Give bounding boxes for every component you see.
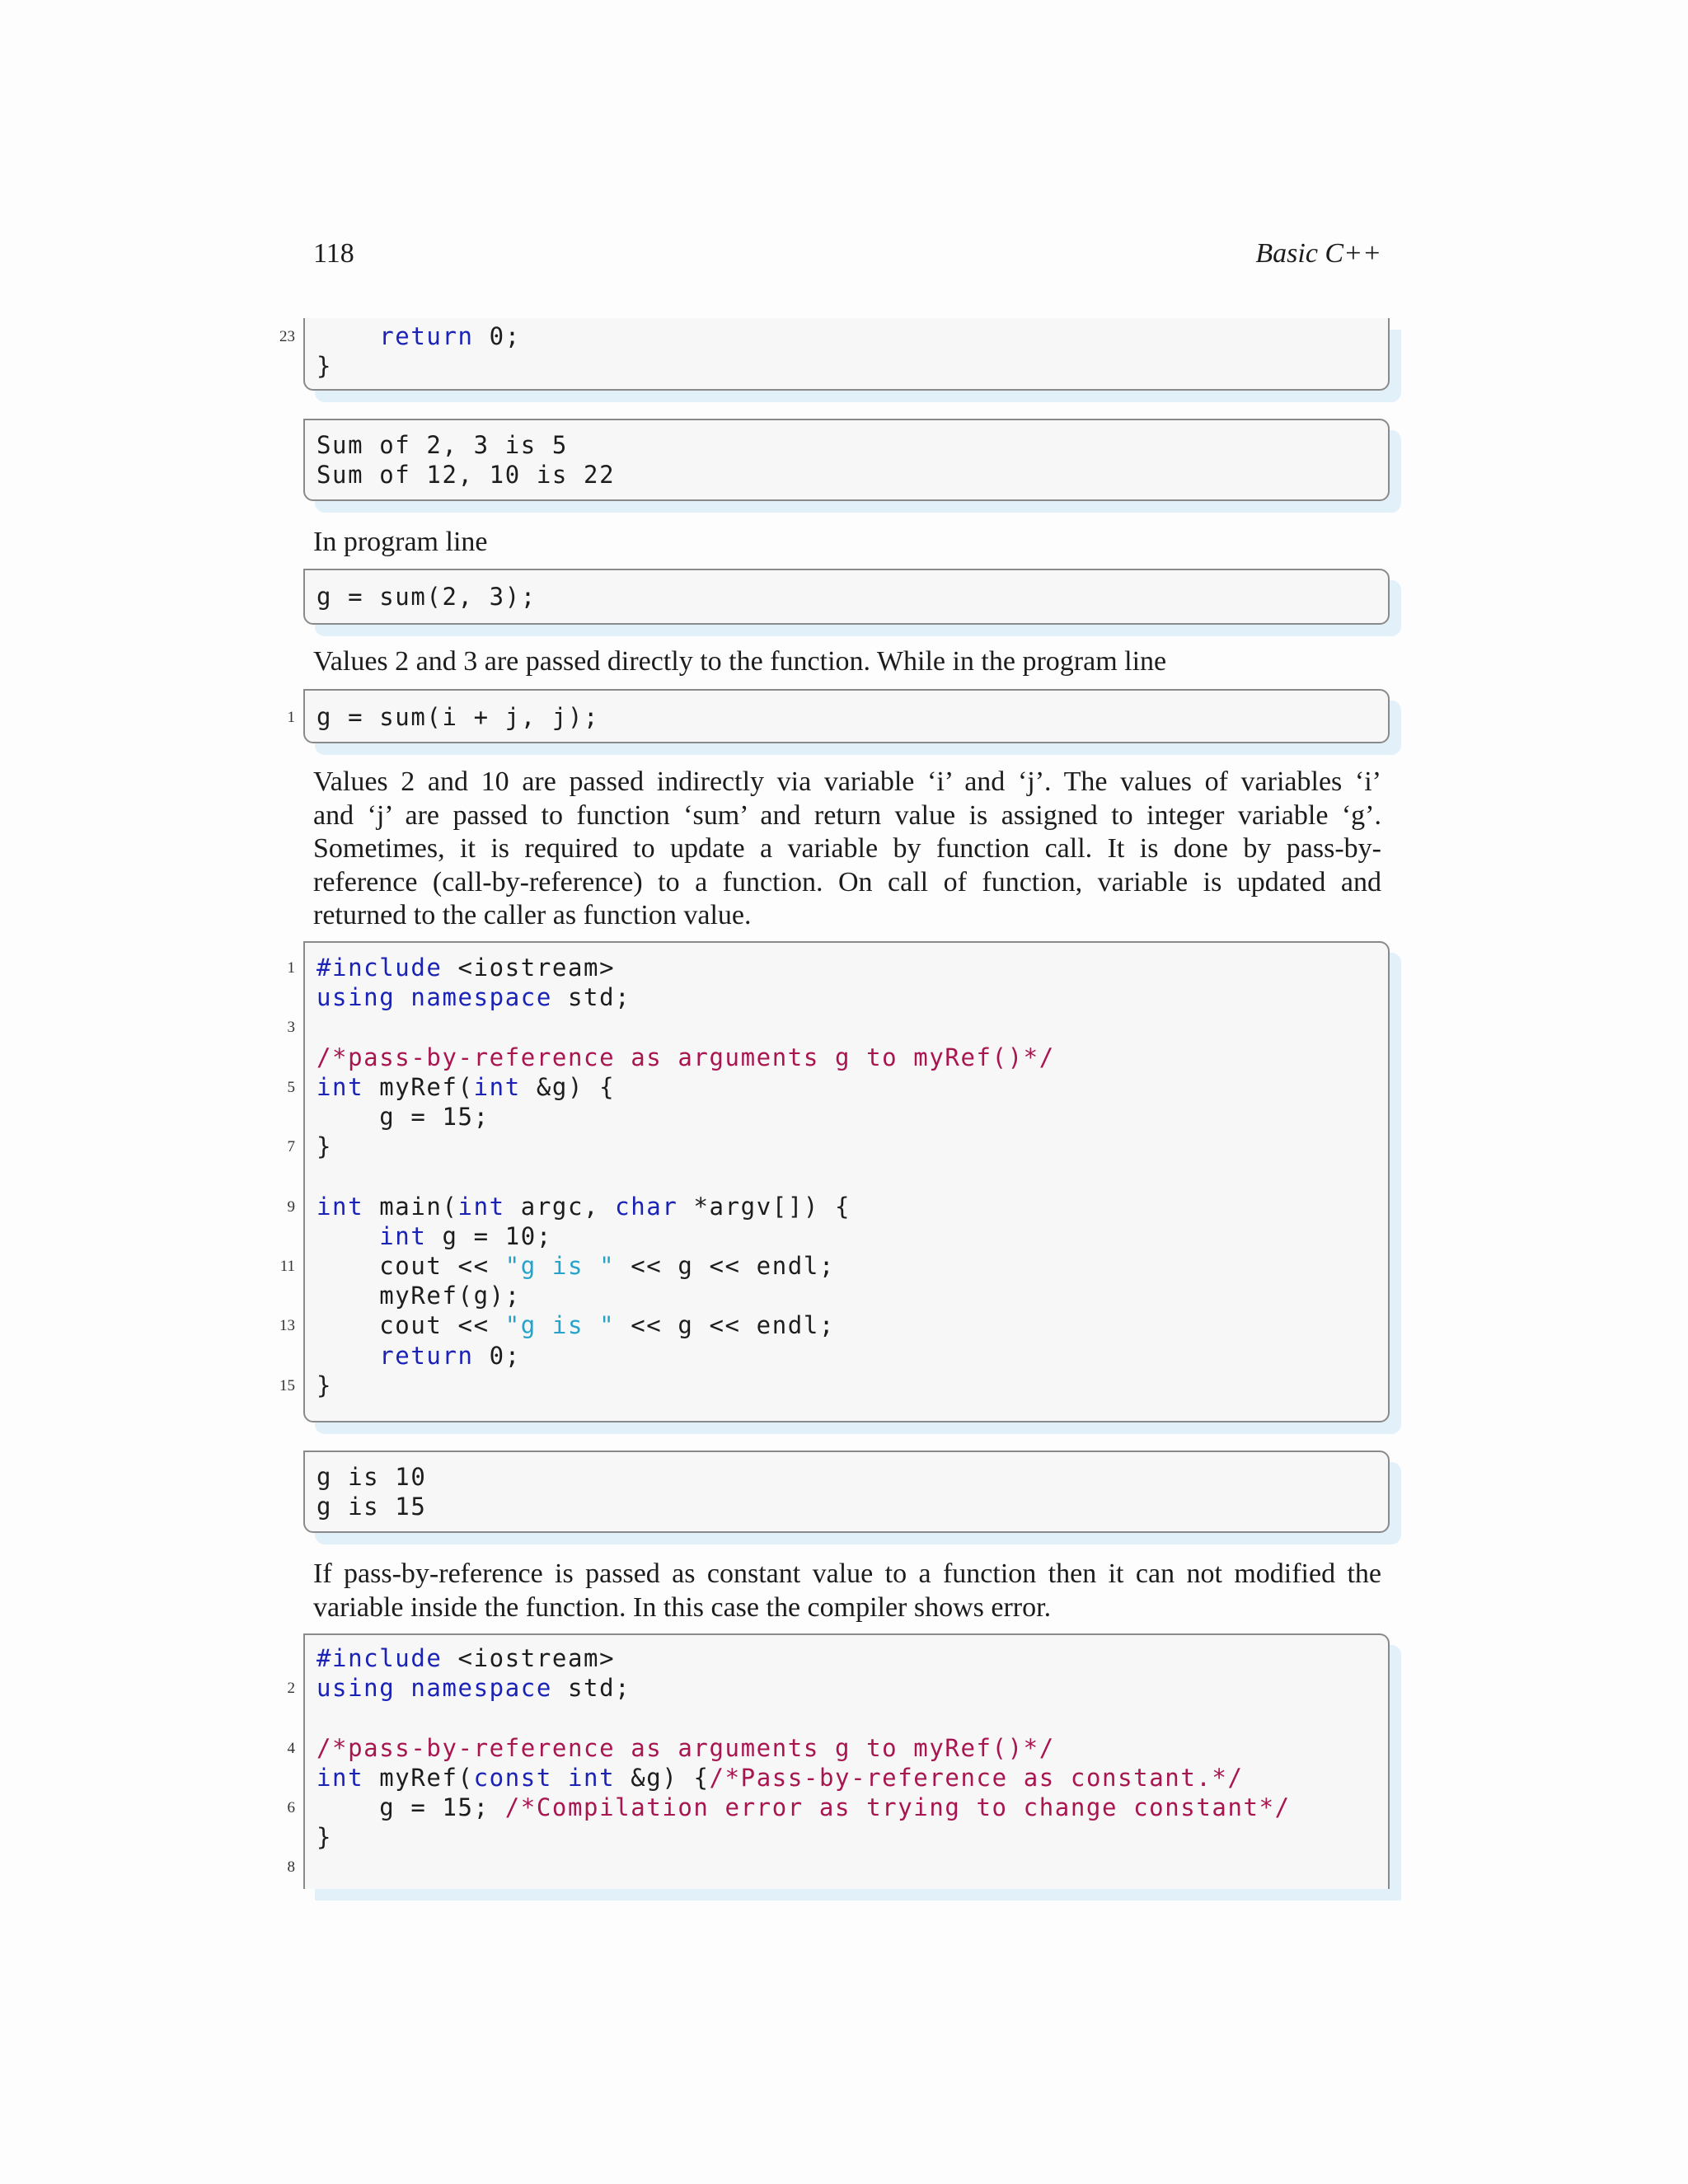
code-text: myRef(: [363, 1072, 474, 1101]
running-title: Basic C++: [1255, 238, 1381, 269]
line-number: 2: [287, 1680, 295, 1698]
code-line: [316, 1673, 631, 1703]
line-number: 13: [279, 1317, 295, 1335]
code-line: [316, 1281, 521, 1310]
code-line: [316, 1341, 521, 1371]
paragraph-line: If pass-by-reference is passed as constant value to a function then it can not modified the: [313, 1558, 1381, 1589]
code-keyword: int: [316, 1763, 364, 1792]
code-keyword-return: return: [379, 322, 474, 350]
code-keyword: int: [457, 1192, 505, 1221]
code-keyword: namespace: [410, 983, 552, 1012]
paragraph-line: Sometimes, it is required to update a variable by function call. It is done by pass-by-: [313, 833, 1381, 864]
code-line: [316, 1221, 552, 1251]
code-line: g = sum(2, 3);: [316, 583, 537, 611]
code-text: std;: [551, 983, 631, 1012]
code-listing-continued: [279, 318, 1390, 391]
line-number: 8: [287, 1858, 295, 1877]
code-text: myRef(: [363, 1763, 474, 1792]
code-keyword: int: [316, 1072, 364, 1101]
output-line: Sum of 12, 10 is 22: [316, 461, 616, 489]
output-line: g is 10: [316, 1463, 427, 1491]
code-line: [316, 1733, 1055, 1763]
code-text: }: [316, 1823, 333, 1852]
code-keyword: #include: [316, 954, 443, 982]
code-line: [316, 1371, 332, 1400]
code-text: 0;: [473, 1341, 521, 1370]
line-number: 5: [287, 1078, 295, 1096]
code-line: [316, 1192, 851, 1221]
paragraph: [313, 1558, 1381, 1624]
line-number: 15: [279, 1376, 295, 1394]
code-line: [316, 1793, 1291, 1822]
code-comment: /*Pass-by-reference as constant.*/: [709, 1763, 1244, 1792]
paragraph: [313, 766, 1381, 933]
code-string: "g is ": [504, 1311, 616, 1340]
code-keyword: #include: [316, 1644, 443, 1672]
paragraph-line: and ‘j’ are passed to function ‘sum’ and return value is assigned to integer variable ‘g’.: [313, 799, 1381, 831]
code-keyword: int: [567, 1763, 616, 1792]
code-text: &g) {: [520, 1072, 616, 1101]
code-text: [316, 1222, 379, 1250]
code-text: << g << endl;: [615, 1252, 835, 1280]
code-line: [316, 1822, 332, 1852]
paragraph-line: variable inside the function. In this case the compiler shows error.: [313, 1591, 1052, 1623]
code-keyword: namespace: [410, 1674, 552, 1703]
code-text: myRef(g);: [316, 1282, 521, 1310]
code-text: <iostream>: [442, 1644, 616, 1672]
line-number: 4: [287, 1739, 295, 1757]
code-keyword: const: [473, 1763, 552, 1792]
code-text: g = 10;: [426, 1221, 552, 1250]
paragraph-line: reference (call-by-reference) to a function. On call of function, variable is updated and: [313, 866, 1381, 898]
code-line: [316, 1072, 615, 1102]
code-keyword: int: [473, 1072, 521, 1101]
code-line: [316, 982, 631, 1012]
code-line: [316, 1310, 835, 1340]
paragraph: [313, 526, 1381, 560]
code-comment: /*pass-by-reference as arguments g to myRef()*/: [316, 1043, 1055, 1071]
code-listing: [279, 941, 1390, 1422]
code-text: *argv[]) {: [678, 1192, 851, 1221]
code-text: 0;: [473, 322, 521, 350]
running-head: [313, 236, 1381, 272]
line-number: 11: [279, 1258, 295, 1275]
line-number: 7: [287, 1138, 295, 1156]
code-text: g = 15;: [316, 1793, 505, 1821]
code-text: }: [316, 1371, 333, 1399]
code-keyword: char: [615, 1192, 678, 1221]
code-comment: /*Compilation error as trying to change constant*/: [504, 1793, 1291, 1821]
line-number: 1: [287, 709, 295, 726]
code-line: [316, 1251, 835, 1281]
output-line: g is 15: [316, 1493, 427, 1521]
paragraph: [313, 645, 1381, 679]
code-text: [395, 1674, 410, 1702]
code-text: cout <<: [316, 1311, 505, 1340]
code-line: [316, 321, 521, 351]
code-line: [316, 1643, 615, 1673]
program-output: [303, 1451, 1390, 1533]
code-text: [316, 1342, 379, 1370]
code-text: std;: [551, 1674, 631, 1703]
output-line: Sum of 2, 3 is 5: [316, 431, 568, 459]
code-text: cout <<: [316, 1252, 505, 1280]
line-number: 23: [279, 328, 295, 345]
code-text: main(: [363, 1192, 458, 1221]
line-number: 1: [287, 959, 295, 977]
code-comment: /*pass-by-reference as arguments g to myRef()*/: [316, 1733, 1055, 1762]
inline-code-block: [287, 689, 1390, 743]
code-text: &g) {: [615, 1763, 710, 1792]
paragraph-line: returned to the caller as function value.: [313, 900, 752, 930]
program-output: [303, 419, 1390, 501]
inline-code-block: [303, 569, 1390, 625]
code-keyword: int: [316, 1192, 364, 1221]
code-indent: [316, 322, 379, 350]
line-number: 6: [287, 1799, 295, 1816]
code-text: [395, 983, 410, 1011]
paragraph-line: Values 2 and 10 are passed indirectly via variable ‘i’ and ‘j’. The values of variables ‘i’: [313, 766, 1381, 797]
code-keyword: using: [316, 1674, 396, 1703]
code-line: [316, 1043, 1055, 1072]
code-listing-continues: [287, 1633, 1390, 1889]
code-text: <iostream>: [442, 954, 616, 982]
code-line: [316, 1132, 332, 1161]
code-line: [316, 953, 615, 982]
code-text: }: [316, 1132, 333, 1161]
code-text: << g << endl;: [615, 1311, 835, 1340]
code-line: [316, 1763, 1244, 1793]
code-line: }: [316, 352, 333, 380]
code-keyword: return: [379, 1341, 474, 1370]
line-number: 3: [287, 1019, 295, 1037]
code-keyword: int: [379, 1221, 427, 1250]
code-text: argc,: [504, 1192, 616, 1221]
page-number: 118: [313, 238, 354, 269]
code-text: [552, 1764, 568, 1792]
paragraph-text: Values 2 and 3 are passed directly to the function. While in the program line: [313, 646, 1167, 677]
code-keyword: using: [316, 983, 396, 1012]
paragraph-text: In program line: [313, 527, 488, 557]
code-line: [316, 1102, 490, 1132]
code-string: "g is ": [504, 1252, 616, 1280]
code-line: g = sum(i + j, j);: [316, 703, 600, 731]
line-number: 9: [287, 1197, 295, 1216]
code-text: g = 15;: [316, 1103, 490, 1131]
